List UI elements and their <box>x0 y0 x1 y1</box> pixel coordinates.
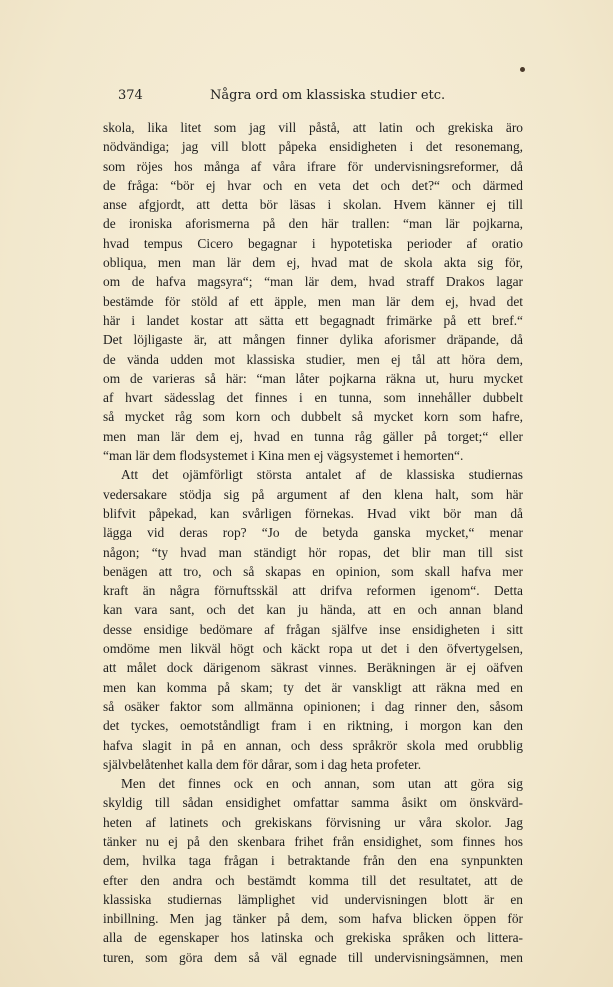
text-line: men man lär dem ej, hvad en tunna råg gäller på torget;“ eller <box>103 428 523 444</box>
text-line: kan vara sant, och det kan ju hända, att en och annan bland <box>103 602 523 618</box>
text-line: så mycket råg som korn och dubbelt så mycket korn som hafre, <box>103 409 523 425</box>
text-line: hafva slagit in på en annan, och dess språkrör skola med orubblig <box>103 737 523 753</box>
text-line: klassiska studiernas lämplighet vid undervisningen blott är en <box>103 891 523 907</box>
text-line: “man lär dem flodsystemet i Kina men ej vägsystemet i hemorten“. <box>103 448 464 464</box>
text-line: tänker nu ej på den skenbara frihet från ensidighet, som finnes hos <box>103 833 523 849</box>
text-line: Men det finnes ock en och annan, som utan att göra sig <box>121 776 523 792</box>
text-line: turen, som göra dem så väl egnade till undervisningsämnen, men <box>103 949 523 965</box>
text-line: så osäker faktor som allmänna opinionen; i dag rinner den, såsom <box>103 698 523 714</box>
text-line: desse ensidige bedömare af frågan själfve inse ensidigheten i sitt <box>103 621 523 637</box>
text-line: Att det ojämförligt största antalet af de klassiska studiernas <box>121 467 523 483</box>
text-line: vedersakare stödja sig på argument af den klena halt, som här <box>103 486 523 502</box>
running-header <box>118 88 448 103</box>
text-line: heten af latinets och grekiskans förvisning ur våra skolor. Jag <box>103 814 523 830</box>
text-line: självbelåtenhet kalla dem för dårar, som i dag heta profeter. <box>103 756 422 772</box>
text-line: blifvit påpekad, kan svårligen förnekas. Hvad vikt bör man då <box>103 505 523 521</box>
text-line: någon; “ty hvad man ständigt hör ropas, det blir man till sist <box>103 544 523 560</box>
text-line: de fråga: “bör ej hvar och en veta det och det?“ och därmed <box>103 177 523 193</box>
text-line: af hvart sädesslag det finnes i en tunna, som innehåller dubbelt <box>103 390 523 406</box>
text-line: lägga vid deras rop? “Jo de betyda ganska mycket,“ menar <box>103 525 523 541</box>
text-line: att målet dock därigenom säkrast vinnes. Beräkningen är ej oäfven <box>103 660 523 676</box>
text-line: anse afgjordt, att detta bör läsas i skolan. Hvem känner ej till <box>103 197 523 213</box>
text-line: nödvändiga; jag vill blott påpeka ensidigheten i det resonemang, <box>103 139 523 155</box>
text-line: efter den andra och bestämdt komma till det resultatet, att de <box>103 872 523 888</box>
text-line: om de hafva magsyra“; “man lär dem, hvad straff Drakos lagar <box>103 274 523 290</box>
text-line: de vända udden mot klassiska studier, men ej tål att höra dem, <box>103 351 523 367</box>
text-line: inbillning. Men jag tänker på dem, som hafva blicken öppen för <box>103 911 523 927</box>
text-line: bestämde för stöld af ett äpple, men man lär dem ej, hvad det <box>103 293 523 309</box>
body-text <box>103 118 523 967</box>
text-line: obliqua, men man lär dem ej, hvad mat de skola akta sig för, <box>103 255 523 271</box>
text-line: kraft än några förnuftsskäl att drifva reformen igenom“. Detta <box>103 583 523 599</box>
text-line: hvad tempus Cicero begagnar i hypotetiska perioder af oratio <box>103 235 523 251</box>
text-line: omdöme men likväl högt och käckt ropa ut det i den öfvertygelsen, <box>103 641 523 657</box>
text-line: det tyckes, oemotståndligt fram i en riktning, i morgon kan den <box>103 718 523 734</box>
text-line: men kan komma på skam; ty det är vanskligt att räkna med en <box>103 679 523 695</box>
text-line: de ironiska aforismerna på den här trallen: “man lär pojkarna, <box>103 216 523 232</box>
text-line: som röjes hos många af våra ifrare för undervisningsreformer, då <box>103 158 523 174</box>
text-line: benägen att tro, och så skapas en opinion, som skall hafva mer <box>103 563 523 579</box>
page-number: 374 <box>118 88 143 103</box>
ink-spot <box>520 67 525 72</box>
text-line: alla de egenskaper hos latinska och grekiska språken och littera- <box>103 930 523 946</box>
text-line: skyldig till sådan ensidighet omfattar samma åsikt om önskvärd- <box>103 795 523 811</box>
text-line: om de varieras så här: “man låter pojkarna räkna ut, huru mycket <box>103 370 523 386</box>
text-line: dem, hvilka taga frågan i betraktande från den ena synpunkten <box>103 853 523 869</box>
text-line: här i landet kostar att sätta ett begagnadt frimärke på ett bref.“ <box>103 312 523 328</box>
text-line: Det löjligaste är, att mången finner dylika aforismer dräpande, då <box>103 332 523 348</box>
running-title: Några ord om klassiska studier etc. <box>210 88 446 103</box>
text-line: skola, lika litet som jag vill påstå, att latin och grekiska äro <box>103 120 523 135</box>
